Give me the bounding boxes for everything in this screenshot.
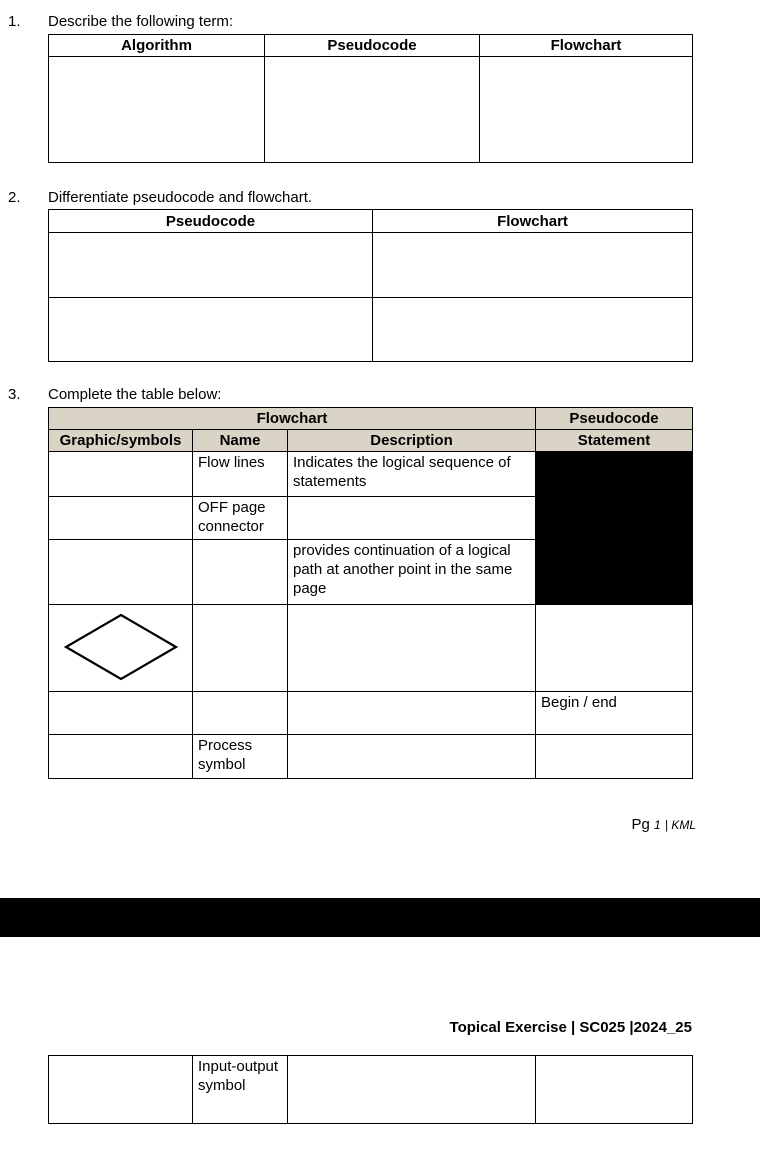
question-1-line: [8, 12, 760, 31]
table-row: [49, 540, 693, 605]
exercise-header: Topical Exercise | SC025 |2024_25: [449, 1019, 692, 1036]
page-footer: [48, 815, 696, 835]
name-cell: [193, 692, 288, 735]
name-cell: Process symbol: [193, 735, 288, 779]
page-label: Pg: [631, 816, 650, 833]
graphic-cell: [49, 605, 193, 692]
question-2-number: 2.: [8, 189, 21, 206]
name-cell: [193, 540, 288, 605]
q2-header-pseudocode: Pseudocode: [49, 210, 373, 233]
q1-answer-cell-flowchart: [480, 57, 693, 163]
q1-answer-cell-pseudocode: [265, 57, 480, 163]
q3-column-header-graphic: Graphic/symbols: [49, 430, 193, 452]
q2-header-flowchart: Flowchart: [373, 210, 693, 233]
graphic-cell: [49, 692, 193, 735]
q2-table: [48, 209, 693, 362]
q3-column-header-description: Description: [288, 430, 536, 452]
statement-cell: Begin / end: [536, 692, 693, 735]
table-row: [49, 1056, 693, 1124]
name-cell: OFF page connector: [193, 497, 288, 540]
graphic-cell: [49, 452, 193, 497]
q2-answer-cell: [373, 298, 693, 362]
statement-cell: [536, 605, 693, 692]
page-number: 1: [654, 818, 661, 832]
name-cell: Flow lines: [193, 452, 288, 497]
description-cell: [288, 1056, 536, 1124]
q1-answer-cell-algorithm: [49, 57, 265, 163]
q1-header-algorithm: Algorithm: [49, 35, 265, 57]
decision-symbol-diamond: [54, 606, 187, 686]
q2-answer-cell: [49, 233, 373, 298]
table-row: [49, 452, 693, 497]
q3-group-header-flowchart: Flowchart: [49, 408, 536, 430]
question-3-number: 3.: [8, 386, 21, 403]
q1-header-pseudocode: Pseudocode: [265, 35, 480, 57]
question-1-number: 1.: [8, 13, 21, 30]
description-cell: [288, 735, 536, 779]
graphic-cell: [49, 540, 193, 605]
q2-answer-cell: [49, 298, 373, 362]
description-cell: [288, 497, 536, 540]
name-cell: Input-output symbol: [193, 1056, 288, 1124]
graphic-cell: [49, 1056, 193, 1124]
question-1-prompt: Describe the following term:: [48, 13, 234, 30]
q3-group-header-pseudocode: Pseudocode: [536, 408, 693, 430]
table-row: [49, 497, 693, 540]
question-2-prompt: Differentiate pseudocode and flowchart.: [48, 189, 313, 206]
description-cell: Indicates the logical sequence of statements: [288, 452, 536, 497]
table-row: [49, 605, 693, 692]
q3-column-header-name: Name: [193, 430, 288, 452]
graphic-cell: [49, 497, 193, 540]
graphic-cell: [49, 735, 193, 779]
statement-cell: [536, 1056, 693, 1124]
description-cell: [288, 605, 536, 692]
q3-column-header-statement: Statement: [536, 430, 693, 452]
q1-header-flowchart: Flowchart: [480, 35, 693, 57]
statement-cell-redacted: [536, 497, 693, 540]
question-3-prompt: Complete the table below:: [48, 386, 222, 403]
continuation-table: [48, 1055, 693, 1124]
description-cell: provides continuation of a logical path at another point in the same page: [288, 540, 536, 605]
name-cell: [193, 605, 288, 692]
table-row: [49, 692, 693, 735]
statement-cell-redacted: [536, 540, 693, 605]
q3-table: [48, 407, 693, 779]
question-2-line: [8, 188, 760, 207]
redaction-bar: [0, 898, 760, 937]
page-footer-suffix: | KML: [664, 818, 696, 832]
q1-table: [48, 34, 693, 163]
question-3-line: [8, 385, 760, 404]
statement-cell-redacted: [536, 452, 693, 497]
q2-answer-cell: [373, 233, 693, 298]
table-row: [49, 735, 693, 779]
description-cell: [288, 692, 536, 735]
statement-cell: [536, 735, 693, 779]
